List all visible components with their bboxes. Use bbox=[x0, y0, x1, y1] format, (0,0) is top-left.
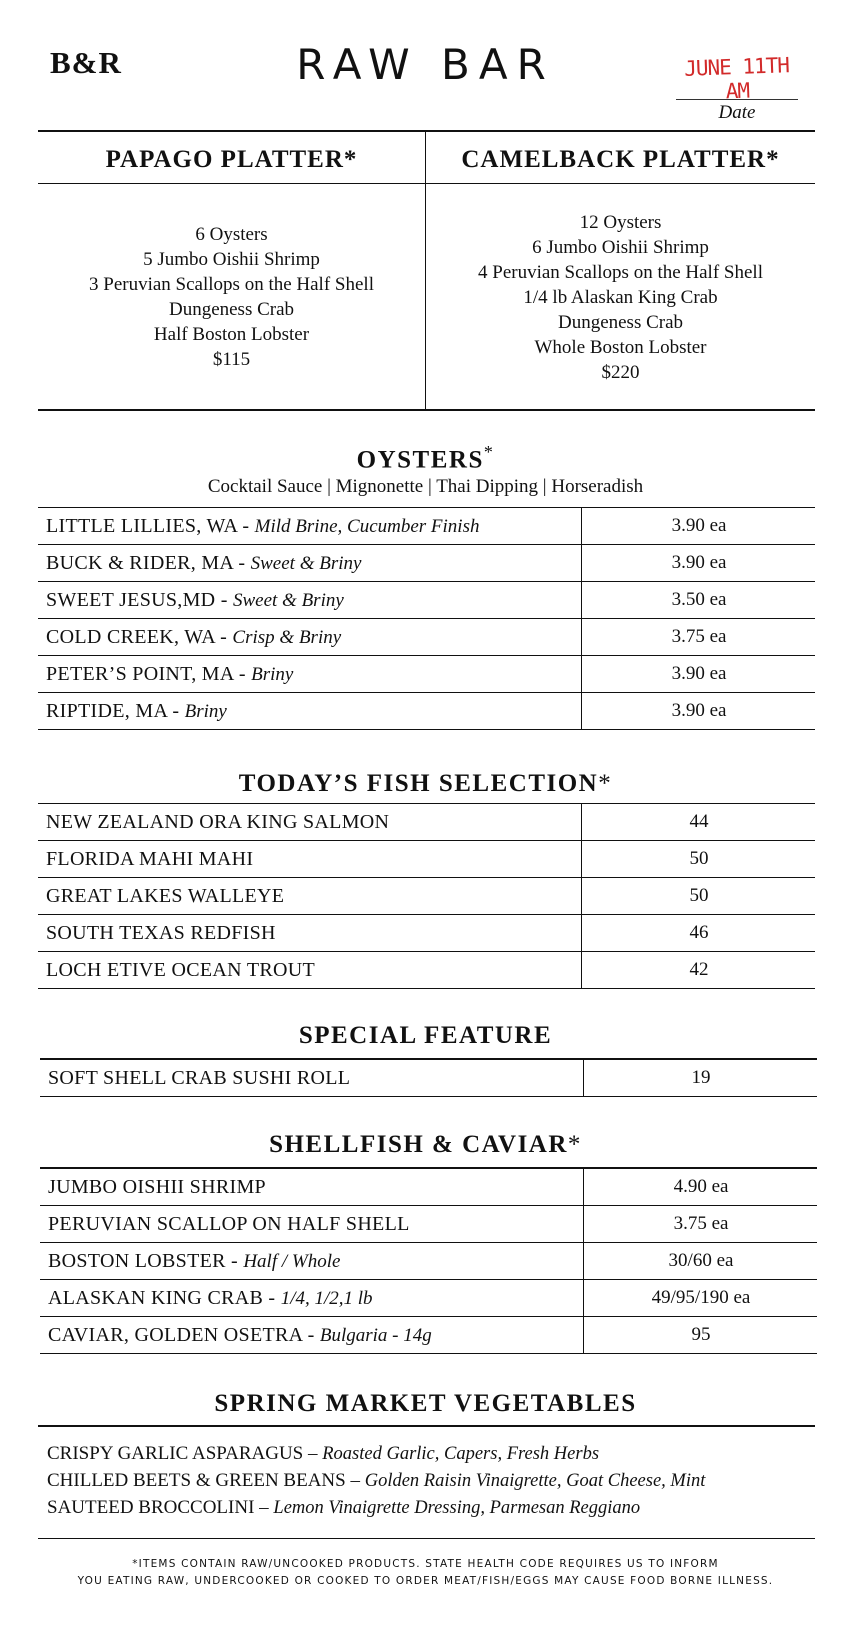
item-desc: Briny bbox=[184, 701, 227, 722]
item-name: SWEET JESUS,MD - bbox=[46, 589, 228, 611]
item-price: 3.50 ea bbox=[581, 582, 816, 618]
disclaimer-line: YOU EATING RAW, UNDERCOOKED OR COOKED TO ORDER MEAT/FISH/EGGS MAY CAUSE FOOD BORNE ILLNESS. bbox=[77, 1575, 774, 1587]
section-title-text: SHELLFISH & CAVIAR bbox=[269, 1131, 568, 1158]
item-desc: 1/4, 1/2,1 lb bbox=[280, 1288, 373, 1309]
item-price: 95 bbox=[583, 1317, 818, 1353]
oyster-sauces: Cocktail Sauce | Mignonette | Thai Dipping | Horseradish bbox=[207, 476, 644, 497]
divider bbox=[38, 183, 815, 184]
section-title-oysters bbox=[0, 442, 851, 474]
platter-item: 5 Jumbo Oishii Shrimp bbox=[143, 249, 320, 270]
item-name: COLD CREEK, WA - bbox=[46, 626, 228, 648]
item-name: SOUTH TEXAS REDFISH bbox=[46, 922, 276, 944]
divider bbox=[38, 130, 815, 132]
platter-papago-items bbox=[38, 222, 425, 372]
platter-item: Half Boston Lobster bbox=[153, 324, 310, 345]
item-price: 4.90 ea bbox=[583, 1169, 818, 1205]
item-price: 44 bbox=[581, 804, 816, 840]
item-price: 50 bbox=[581, 841, 816, 877]
item-price: 46 bbox=[581, 915, 816, 951]
item-price: 3.90 ea bbox=[581, 545, 816, 581]
platter-price: $220 bbox=[601, 362, 640, 383]
vegetable-item bbox=[47, 1494, 640, 1522]
item-name: BUCK & RIDER, MA - bbox=[46, 552, 246, 574]
menu-row bbox=[40, 1243, 817, 1280]
item-desc: Mild Brine, Cucumber Finish bbox=[254, 516, 480, 537]
item-name: JUMBO OISHII SHRIMP bbox=[48, 1176, 266, 1198]
section-title-fish bbox=[0, 770, 851, 798]
menu-row bbox=[38, 656, 815, 693]
divider bbox=[38, 1425, 815, 1427]
platter-title-papago: PAPAGO PLATTER* bbox=[105, 146, 358, 173]
vegetable-item bbox=[47, 1440, 599, 1468]
item-name: PERUVIAN SCALLOP ON HALF SHELL bbox=[48, 1213, 410, 1235]
item-price: 19 bbox=[583, 1060, 818, 1096]
date-block bbox=[672, 55, 802, 124]
platter-item: 6 Jumbo Oishii Shrimp bbox=[532, 237, 709, 258]
item-desc: Crisp & Briny bbox=[232, 627, 342, 648]
section-title-text: TODAY’S FISH SELECTION bbox=[238, 770, 599, 797]
platter-camelback-items bbox=[426, 210, 815, 385]
platter-item: 12 Oysters bbox=[579, 212, 662, 233]
item-desc: Sweet & Briny bbox=[250, 553, 362, 574]
menu-row bbox=[38, 878, 815, 915]
platter-item: 3 Peruvian Scallops on the Half Shell bbox=[89, 274, 374, 295]
platter-item: 4 Peruvian Scallops on the Half Shell bbox=[478, 262, 763, 283]
raw-mark: * bbox=[598, 770, 613, 797]
item-desc: Sweet & Briny bbox=[232, 590, 344, 611]
item-name: NEW ZEALAND ORA KING SALMON bbox=[46, 811, 390, 833]
divider bbox=[38, 409, 815, 411]
restaurant-logo: B&R bbox=[50, 45, 122, 80]
item-name: LITTLE LILLIES, WA - bbox=[46, 515, 250, 537]
menu-row bbox=[38, 915, 815, 952]
item-price: 3.75 ea bbox=[583, 1206, 818, 1242]
menu-row bbox=[38, 841, 815, 878]
item-name: CRISPY GARLIC ASPARAGUS – bbox=[47, 1443, 318, 1464]
item-name: BOSTON LOBSTER - bbox=[48, 1250, 239, 1272]
section-title-special: SPECIAL FEATURE bbox=[298, 1022, 553, 1049]
menu-row bbox=[38, 545, 815, 582]
item-desc: Half / Whole bbox=[243, 1251, 341, 1272]
raw-mark: * bbox=[567, 1131, 582, 1158]
divider bbox=[38, 1538, 815, 1539]
item-name: PETER’S POINT, MA - bbox=[46, 663, 246, 685]
platter-item: Dungeness Crab bbox=[168, 299, 295, 320]
vegetable-item bbox=[47, 1467, 705, 1495]
platter-item: 1/4 lb Alaskan King Crab bbox=[523, 287, 718, 308]
item-price: 30/60 ea bbox=[583, 1243, 818, 1279]
item-name: FLORIDA MAHI MAHI bbox=[46, 848, 254, 870]
item-price: 3.90 ea bbox=[581, 508, 816, 544]
page-title: RAW BAR bbox=[296, 40, 555, 89]
platter-title-camelback: CAMELBACK PLATTER* bbox=[461, 146, 780, 173]
menu-row bbox=[38, 619, 815, 656]
menu-row bbox=[40, 1280, 817, 1317]
menu-row bbox=[40, 1206, 817, 1243]
menu-row bbox=[38, 693, 815, 730]
raw-mark: * bbox=[483, 442, 495, 462]
date-value: JUNE 11TH AM bbox=[683, 53, 790, 104]
menu-row bbox=[38, 508, 815, 545]
item-name: CAVIAR, GOLDEN OSETRA - bbox=[48, 1324, 315, 1346]
item-price: 3.90 ea bbox=[581, 693, 816, 729]
item-name: RIPTIDE, MA - bbox=[46, 700, 180, 722]
item-desc: Bulgaria - 14g bbox=[319, 1325, 432, 1346]
item-name: GREAT LAKES WALLEYE bbox=[46, 885, 285, 907]
platter-price: $115 bbox=[212, 349, 251, 370]
item-price: 42 bbox=[581, 952, 816, 988]
item-name: ALASKAN KING CRAB - bbox=[48, 1287, 276, 1309]
menu-row bbox=[40, 1060, 817, 1097]
item-price: 49/95/190 ea bbox=[583, 1280, 818, 1316]
section-title-text: OYSTERS bbox=[356, 446, 484, 474]
item-price: 3.75 ea bbox=[581, 619, 816, 655]
menu-row bbox=[38, 804, 815, 841]
menu-row bbox=[38, 952, 815, 989]
item-name: CHILLED BEETS & GREEN BEANS – bbox=[47, 1470, 360, 1491]
menu-row bbox=[40, 1317, 817, 1354]
menu-row bbox=[38, 582, 815, 619]
platter-item: Whole Boston Lobster bbox=[534, 337, 707, 358]
item-desc: Golden Raisin Vinaigrette, Goat Cheese, Mint bbox=[364, 1471, 706, 1491]
item-desc: Lemon Vinaigrette Dressing, Parmesan Reggiano bbox=[273, 1498, 641, 1518]
item-price: 50 bbox=[581, 878, 816, 914]
item-name: LOCH ETIVE OCEAN TROUT bbox=[46, 959, 315, 981]
platter-item: Dungeness Crab bbox=[557, 312, 684, 333]
item-price: 3.90 ea bbox=[581, 656, 816, 692]
item-name: SAUTEED BROCCOLINI – bbox=[47, 1497, 269, 1518]
section-title-vegetables: SPRING MARKET VEGETABLES bbox=[214, 1390, 637, 1417]
item-desc: Briny bbox=[251, 664, 294, 685]
disclaimer bbox=[0, 1556, 851, 1590]
disclaimer-line: *ITEMS CONTAIN RAW/UNCOOKED PRODUCTS. STATE HEALTH CODE REQUIRES US TO INFORM bbox=[132, 1558, 719, 1570]
date-label: Date bbox=[718, 102, 756, 123]
item-desc: Roasted Garlic, Capers, Fresh Herbs bbox=[322, 1444, 600, 1464]
platter-item: 6 Oysters bbox=[195, 224, 268, 245]
menu-row bbox=[40, 1169, 817, 1206]
section-title-shellfish bbox=[0, 1131, 851, 1159]
item-name: SOFT SHELL CRAB SUSHI ROLL bbox=[48, 1067, 351, 1089]
